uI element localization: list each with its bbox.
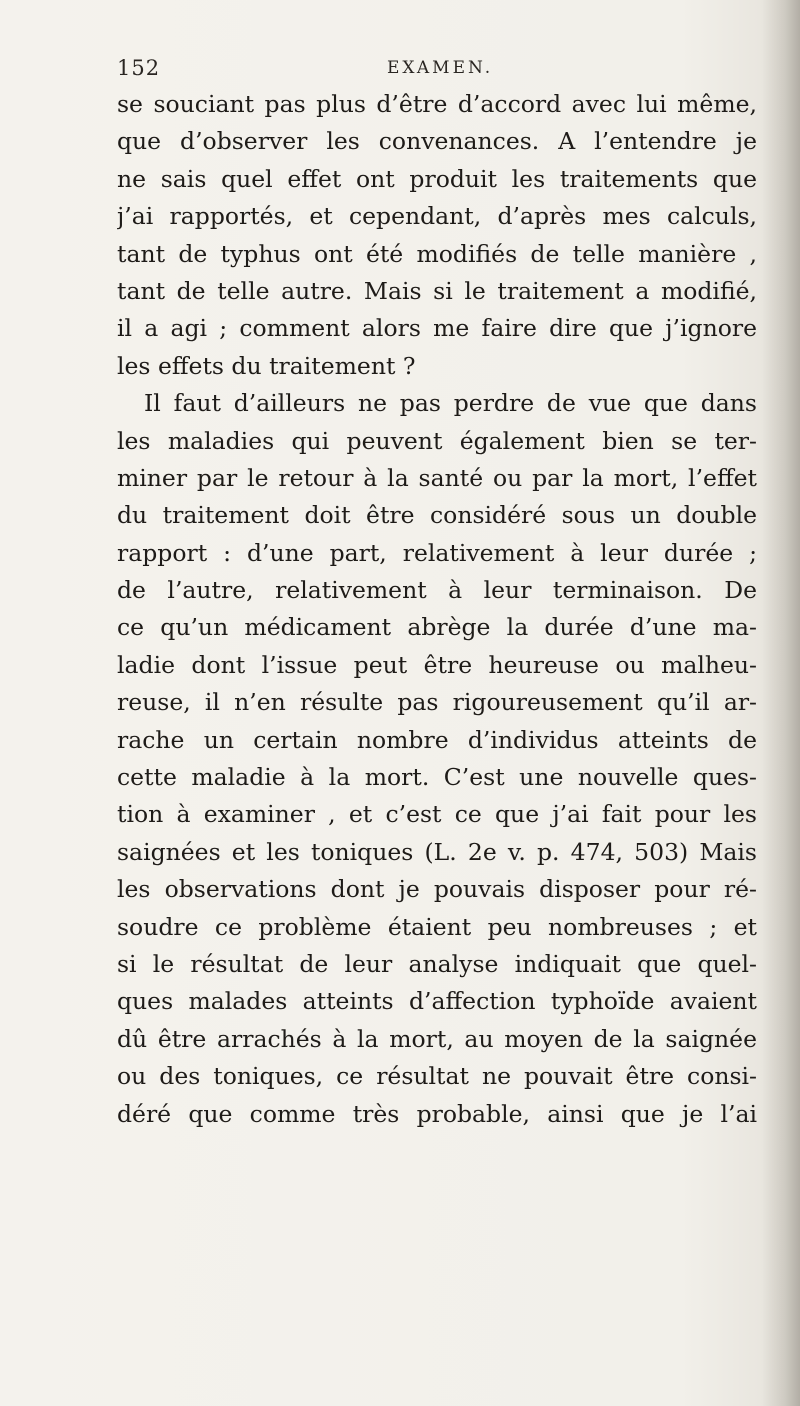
text-line: saignées et les toniques (L. 2e v. p. 474, 503) Mais (117, 837, 757, 866)
text-line: déré que comme très probable, ainsi que je l’ai (117, 1099, 757, 1128)
text-line: j’ai rapportés, et cependant, d’après mes calculs, (117, 202, 757, 231)
text-line: ne sais quel effet ont produit les traitements que (117, 164, 757, 193)
text-line: que d’observer les convenances. A l’entendre je (117, 127, 757, 156)
text-line: cette maladie à la mort. C’est une nouvelle ques- (117, 763, 757, 792)
text-line: tant de telle autre. Mais si le traitement a modifié, (117, 276, 757, 305)
text-line: rache un certain nombre d’individus atteints de (117, 725, 757, 754)
text-line: se souciant pas plus d’être d’accord avec lui même, (117, 90, 757, 118)
page-number: 152 (117, 56, 161, 80)
page-edge-shadow (762, 0, 800, 1406)
text-line: ce qu’un médicament abrège la durée d’une ma- (117, 613, 757, 642)
page-header (117, 50, 757, 90)
text-line: soudre ce problème étaient peu nombreuses ; et (117, 912, 757, 941)
text-line: reuse, il n’en résulte pas rigoureusement qu’il ar- (117, 688, 757, 717)
running-head: EXAMEN. (387, 58, 494, 78)
text-line: miner par le retour à la santé ou par la mort, l’effet (117, 463, 757, 492)
text-line: il a agi ; comment alors me faire dire que j’ignore (117, 314, 757, 343)
text-line: les observations dont je pouvais disposer pour ré- (117, 875, 757, 904)
body-text (117, 86, 757, 1133)
text-line: ques malades atteints d’affection typhoïde avaient (117, 987, 757, 1016)
text-line: de l’autre, relativement à leur terminaison. De (117, 576, 757, 605)
text-line: les effets du traitement ? (117, 351, 416, 380)
text-line: rapport : d’une part, relativement à leur durée ; (117, 538, 757, 567)
text-line: les maladies qui peuvent également bien se ter- (117, 426, 757, 455)
text-line: tion à examiner , et c’est ce que j’ai fait pour les (117, 800, 757, 829)
text-line: ou des toniques, ce résultat ne pouvait être consi- (117, 1062, 757, 1091)
text-line: dû être arrachés à la mort, au moyen de la saignée (117, 1024, 757, 1053)
text-line: tant de typhus ont été modifiés de telle manière , (117, 239, 757, 268)
text-line: Il faut d’ailleurs ne pas perdre de vue que dans (144, 389, 757, 418)
text-line: si le résultat de leur analyse indiquait que quel- (117, 949, 757, 978)
text-line: du traitement doit être considéré sous un double (117, 501, 757, 530)
text-line: ladie dont l’issue peut être heureuse ou malheu- (117, 650, 757, 679)
